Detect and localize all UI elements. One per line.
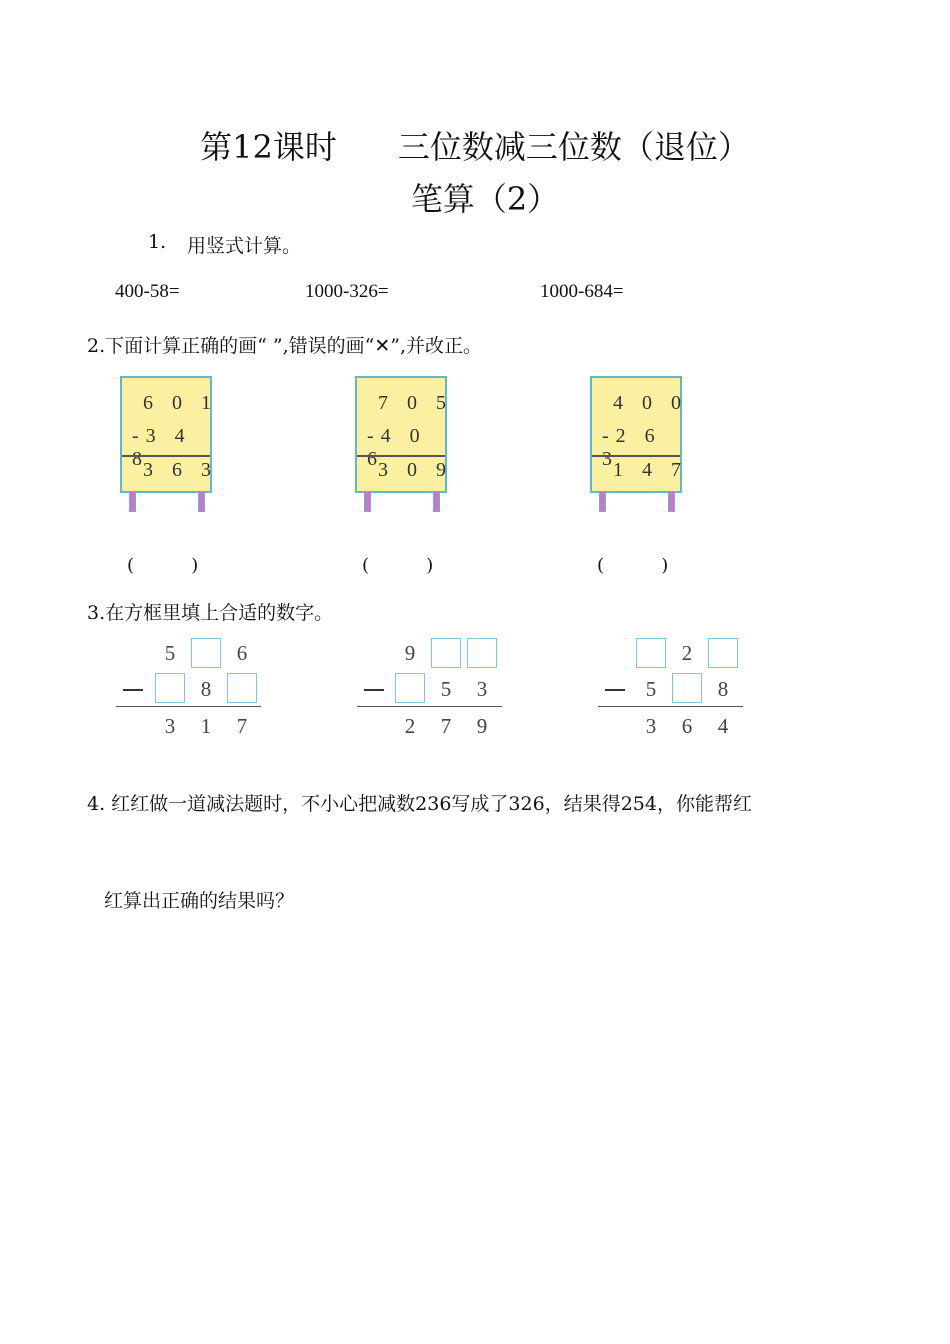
digit-input-box[interactable] [155,673,185,703]
minus-sign [123,689,143,691]
digit-input-box[interactable] [708,638,738,668]
board-leg [599,491,606,512]
q4-prompt-line-1: 4. 红红做一道减法题时，不小心把减数236写成了326，结果得254，你能帮红 [87,793,752,815]
board-subtrahend: -4 0 6 [367,425,427,470]
board-divider [122,455,210,457]
board-result: 3 0 9 [378,459,453,481]
digit-input-box[interactable] [672,673,702,703]
q1-expression-2: 1000-326= [305,281,389,302]
digit-input-box[interactable] [636,638,666,668]
digit: 4 [717,714,729,738]
board-top-number: 6 0 1 [143,392,218,414]
lesson-subtitle: 笔算（2） [410,180,560,218]
board-leg [364,491,371,512]
digit: 2 [681,641,693,665]
q2-prompt: 2.下面计算正确的画“ ”,错误的画“✕”,并改正。 [87,335,483,357]
q1-number: 1. [148,231,167,253]
digit-input-box[interactable] [467,638,497,668]
q1-expression-1: 400-58= [115,281,180,302]
digit-input-box[interactable] [191,638,221,668]
board-leg [198,491,205,512]
answer-blank-3[interactable]: ( ) [597,555,669,576]
sum-line [116,706,261,707]
digit: 8 [200,677,212,701]
digit: 5 [164,641,176,665]
board-top-number: 4 0 0 [613,392,688,414]
q1-expression-3: 1000-684= [540,281,624,302]
board-leg [129,491,136,512]
digit: 6 [236,641,248,665]
lesson-title: 第12课时 三位数减三位数（退位） [200,128,750,166]
digit: 1 [200,714,212,738]
digit: 2 [404,714,416,738]
board-divider [592,455,680,457]
board-leg [433,491,440,512]
digit: 7 [236,714,248,738]
digit: 5 [645,677,657,701]
digit: 9 [404,641,416,665]
digit: 8 [717,677,729,701]
minus-sign [364,689,384,691]
digit: 3 [164,714,176,738]
board-subtrahend: -2 6 3 [602,425,662,470]
sum-line [357,706,502,707]
digit: 7 [440,714,452,738]
digit: 9 [476,714,488,738]
board-subtrahend: -3 4 8 [132,425,192,470]
board-result: 1 4 7 [613,459,688,481]
q1-prompt: 用竖式计算。 [187,235,302,257]
board-divider [357,455,445,457]
board-leg [668,491,675,512]
answer-blank-2[interactable]: ( ) [362,555,434,576]
q3-prompt: 3.在方框里填上合适的数字。 [87,602,334,624]
board-result: 3 6 3 [143,459,218,481]
board-top-number: 7 0 5 [378,392,453,414]
sum-line [598,706,743,707]
digit: 6 [681,714,693,738]
answer-blank-1[interactable]: ( ) [127,555,199,576]
digit: 5 [440,677,452,701]
digit: 3 [476,677,488,701]
q4-prompt-line-2: 红算出正确的结果吗？ [104,890,295,912]
digit-input-box[interactable] [395,673,425,703]
digit-input-box[interactable] [227,673,257,703]
digit-input-box[interactable] [431,638,461,668]
minus-sign [605,689,625,691]
digit: 3 [645,714,657,738]
